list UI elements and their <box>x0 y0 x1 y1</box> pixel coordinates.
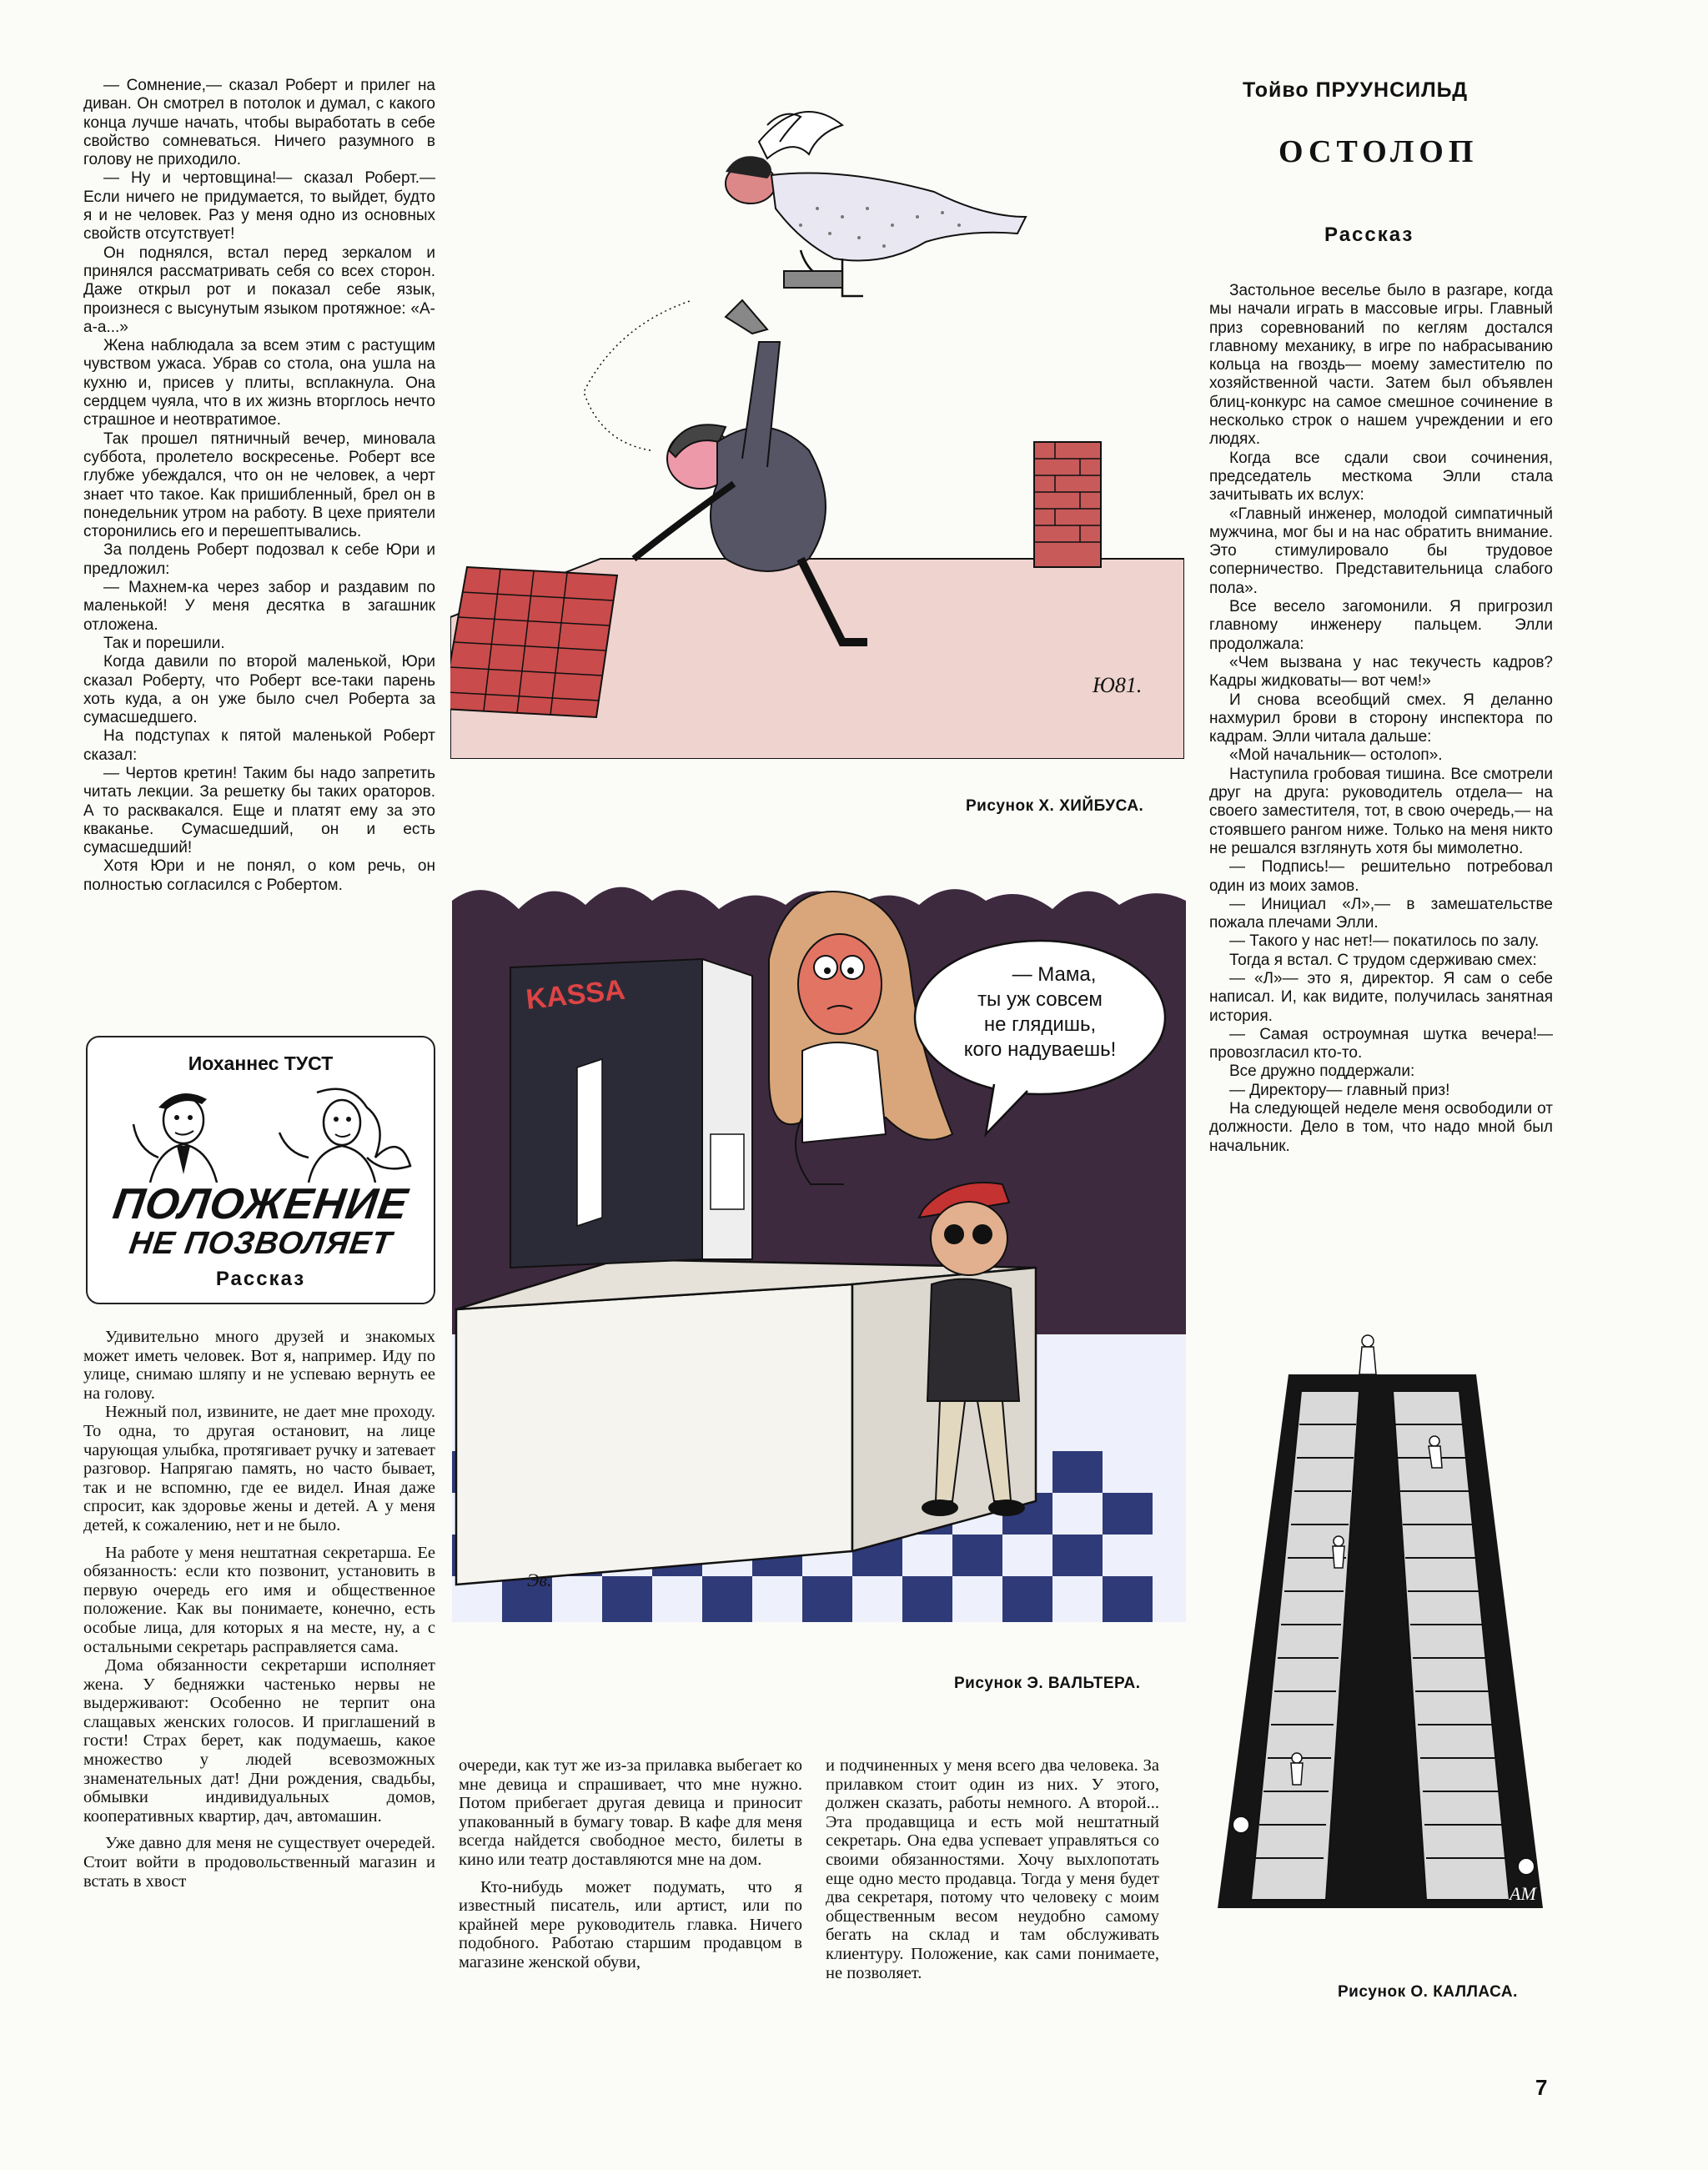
story2-paragraph: Уже давно для меня не существует очередей. Стоит войти в продовольственный магазин и встать в хвост <box>83 1834 435 1891</box>
story1-paragraph: Так и порешили. <box>103 634 225 652</box>
speech-line: ты уж совсем <box>977 988 1103 1011</box>
story2-title-line2: НЕ ПОЗВОЛЯЕТ <box>127 1226 394 1261</box>
caption-fig3: Рисунок О. КАЛЛАСА. <box>1338 1983 1518 2001</box>
story1-paragraph: — Махнем-ка через забор и раздавим по маленькой! У меня десятка в загашник отложена. <box>83 579 435 634</box>
story2-paragraph: Нежный пол, извините, не дает мне проходу. То одна, то другая остановит, на лице чарующая улыбка, протягивает ручку и затевает разговор. Напрягаю память, но часто бывает, так и не вспомню, где ее видел. Иная даже спросит, как здоровье жены и детей. А у меня детей, к сожалению, нет и не было. <box>83 1403 435 1535</box>
story3-paragraph: На следующей неделе меня освободили от должности. Дело в том, что надо мной был начальник. <box>1209 1100 1553 1155</box>
caption-fig1: Рисунок Х. ХИЙБУСА. <box>966 797 1144 815</box>
story1-paragraph: Жена наблюдала за всем этим с растущим чувством ужаса. Убрав со стола, она ушла на кухню и, присев у плиты, всплакнула. Она сердцем чуяла, что в их жизнь вторглось нечто страшное и неотвратимое. <box>83 337 435 429</box>
register-sign: KASSA <box>524 973 627 1016</box>
story3-paragraph: Когда все сдали свои сочинения, председатель месткома Элли стала зачитывать их вслух: <box>1209 449 1553 505</box>
story1-paragraph: — Чертов кретин! Таким бы надо запретить читать лекции. За решетку бы таких ораторов. А то расквакался. Еще и платят ему за это кваканье. Сумасшедший, он и есть сумасшедший! <box>83 764 435 857</box>
story3-paragraph: — Директору— главный приз! <box>1229 1081 1450 1099</box>
story1-paragraph: Он поднялся, встал перед зеркалом и принялся рассматривать себя со всех сторон. Даже открыл рот и показал себе язык, произнеся с высунутым языком протяжное: «А-а-а...» <box>83 244 435 336</box>
story3-paragraph: — «Л»— это я, директор. Я сам о себе написал. И, как видите, получилась занятная история. <box>1209 969 1553 1025</box>
story2-column-1 <box>83 1328 435 1891</box>
story3-paragraph: — Самая остроумная шутка вечера!— провозгласил кто-то. <box>1209 1025 1553 1062</box>
cartoon-roofer-illustration <box>450 92 1184 759</box>
caption-fig2: Рисунок Э. ВАЛЬТЕРА. <box>954 1675 1141 1692</box>
story1-paragraph: За полдень Роберт подозвал к себе Юри и предложил: <box>83 541 435 578</box>
story3-genre: Рассказ <box>1324 224 1414 246</box>
story1-column <box>83 77 435 895</box>
page-number: 7 <box>1535 2075 1548 2100</box>
story3-paragraph: Все дружно поддержали: <box>1229 1062 1415 1081</box>
cash-register <box>510 959 752 1268</box>
story1-paragraph: — Ну и чертовщина!— сказал Роберт.— Если ничего не придумается, то выйдет, будто я и не человек. Раз у меня одно из основных свойств отсутствует! <box>83 169 435 244</box>
story2-title-line1: ПОЛОЖЕНИЕ <box>109 1180 412 1228</box>
story3-paragraph: Все весело загомонили. Я пригрозил главному инженеру пальцем. Элли продолжала: <box>1209 598 1553 653</box>
story1-paragraph: На подступах к пятой маленькой Роберт сказал: <box>83 727 435 764</box>
story3-paragraph: Застольное веселье было в разгаре, когда мы начали играть в массовые игры. Главный приз соревнований по кеглям достался главному механику, в игре по набрасыванию кольца на гвоздь— моему заместителю по хозяйственной части. Затем был объявлен блиц-конкурс на самое смешное сочинение в несколько строк о нашем учреждении и его людях. <box>1209 282 1553 449</box>
story2-column-2 <box>459 1756 802 1972</box>
story3-paragraph: — Такого у нас нет!— покатилось по залу. <box>1229 932 1540 951</box>
story3-title: ОСТОЛОП <box>1278 134 1479 169</box>
story2-paragraph: Удивительно много друзей и знакомых может иметь человек. Вот я, например. Иду по улице, снимаю шляпу и не успеваю вернуть ее на голову. <box>83 1328 435 1403</box>
story1-paragraph: Хотя Юри и не понял, о ком речь, он полностью согласился с Робертом. <box>83 857 435 894</box>
speech-line: не глядишь, <box>983 1013 1097 1036</box>
cartoon1-signature: Ю81. <box>1093 673 1143 697</box>
story3-paragraph: «Чем вызвана у нас текучесть кадров? Кадры жидковаты— вот чем!» <box>1209 653 1553 691</box>
story2-paragraph: На работе у меня нештатная секретарша. Ее обязанность: если кто позвонит, установить в первую очередь его имя и общественное положение. Как вы понимаете, конечно, есть особые лица, для которых я на месте, ну, а с остальными секретарь расправляется сама. <box>83 1543 435 1656</box>
chimney <box>1034 442 1101 567</box>
story2-genre: Рассказ <box>215 1268 306 1290</box>
angel-figure <box>726 112 1026 296</box>
story3-paragraph: «Мой начальник— остолоп». <box>1229 746 1443 765</box>
story3-paragraph: — Инициал «Л»,— в замешательстве пожала плечами Элли. <box>1209 895 1553 932</box>
cartoon2-signature: Эв. <box>527 1570 552 1590</box>
couple-drawing <box>100 1074 421 1183</box>
story2-paragraph: Дома обязанности секретарши исполняет жена. У бедняжки частенько нервы не выдерживают: Особенно не терпит она слащавых женских голосов. И приглашений в гости! Страх берет, как подумаешь, какое множество у людей всевозможных знаменательных дат! Дни рождения, свадьбы, обмывки индивидуальных домов, кооперативных квартир, дач, автомашин. <box>83 1656 435 1826</box>
cartoon3-signature: АМ <box>1510 1883 1536 1904</box>
story2-paragraph: Кто-нибудь может подумать, что я известный писатель, или артист, или по крайней мере руководитель главка. Ничего подобного. Работаю старшим продавцом в магазине женской обуви, <box>459 1877 802 1972</box>
story2-paragraph: очереди, как тут же из-за прилавка выбегает ко мне девица и спрашивает, что мне нужно. Потом прибегает другая девица и приносит упакованный в бумагу товар. В кафе для меня всегда найдется свободное место, билеты в кино или театр доставляются мне на дом. <box>459 1756 802 1869</box>
cartoon-escalator-illustration <box>1201 1324 1560 1925</box>
story2-title-box <box>86 1036 435 1304</box>
story1-paragraph: Так прошел пятничный вечер, миновала суббота, пролетело воскресенье. Роберт все глубже убеждался, что он не человек, а черт знает что такое. Как пришибленный, брел он в понедельник утром на работу. В цехе приятели сторонились его и перешептывались. <box>83 429 435 541</box>
speech-line: кого надуваешь! <box>963 1038 1117 1061</box>
story3-paragraph: Тогда я встал. С трудом сдерживаю смех: <box>1229 951 1537 969</box>
story3-paragraph: Наступила гробовая тишина. Все смотрели друг на друга: руководитель отдела— на своего заместителя, тот, в свою очередь,— на стоявшего рангом ниже. Только на меня никто не решался взглянуть хотя бы мимолетно. <box>1209 765 1553 857</box>
roof-tiles <box>450 567 617 717</box>
story3-paragraph: «Главный инженер, молодой симпатичный мужчина, мог бы и на нас обратить внимание. Это стимулировало бы трудовое соперничество. Представительница слабого пола». <box>1209 505 1553 597</box>
cartoon-cashier-illustration <box>452 867 1186 1622</box>
story3-column <box>1209 282 1553 1156</box>
story3-paragraph: И снова всеобщий смех. Я деланно нахмурил брови в сторону инспектора по кадрам. Элли читала дальше: <box>1209 691 1553 746</box>
story3-author: Тойво ПРУУНСИЛЬД <box>1243 78 1469 102</box>
story1-paragraph: Когда давили по второй маленькой, Юри сказал Роберту, что Роберт все-таки парень хоть куда, а он уже было счел Роберта за сумасшедшего. <box>83 653 435 727</box>
story3-paragraph: — Подпись!— решительно потребовал один из моих замов. <box>1209 858 1553 895</box>
story2-author: Иоханнес ТУСТ <box>188 1052 334 1074</box>
story2-column-3 <box>826 1756 1159 1982</box>
story1-paragraph: — Сомнение,— сказал Роберт и прилег на диван. Он смотрел в потолок и думал, с какого конца лучше начать, чтобы выработать в себе свойство сомневаться. Ничего разумного в голову не приходило. <box>83 77 435 169</box>
story2-paragraph: и подчиненных у меня всего два человека. За прилавком стоит один из них. У этого, должен сказать, работы немного. А второй... Эта продавщица и есть мой нештатный секретарь. Она едва успевает управляться со своими обязанностями. Хочу выхлопотать еще одно место продавца. Тогда у меня будет два секретаря, потому что человеку с моим общественным весом неудобно самому бегать на склад и там обслуживать клиентуру. Положение, как сами понимаете, не позволяет. <box>826 1756 1159 1982</box>
speech-line: — Мама, <box>1012 963 1097 986</box>
